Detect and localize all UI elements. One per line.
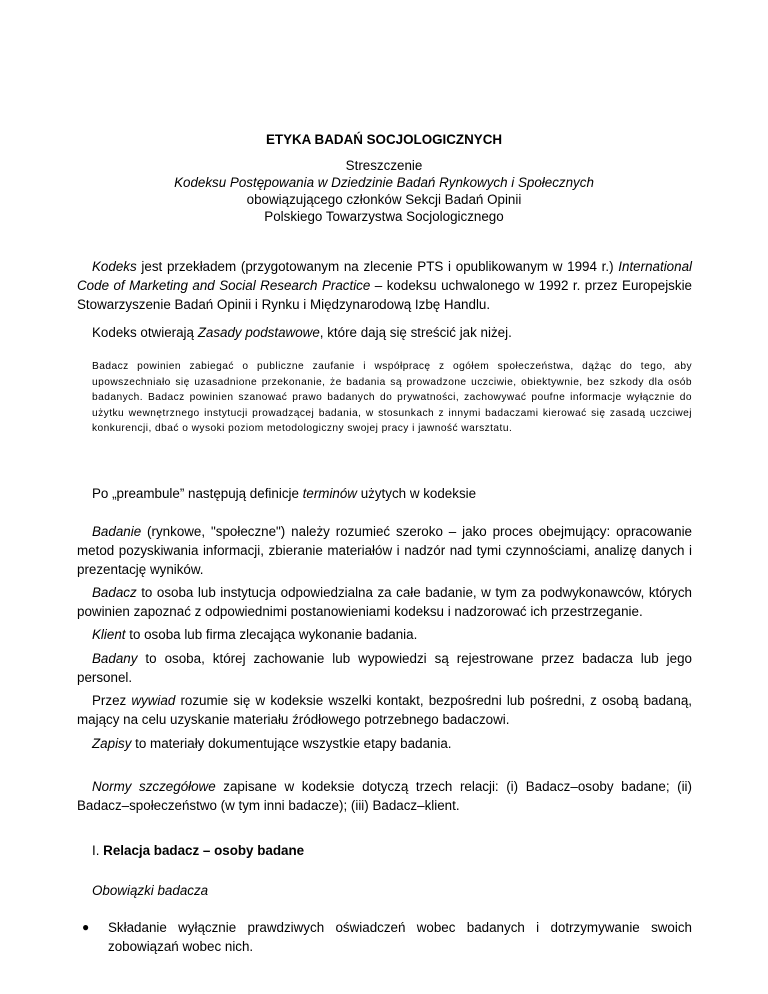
- definition-text: to osoba lub instytucja odpowiedzialna za całe badanie, w tym za podwykonawców, których powinien zapoznać z odpowiednimi postanowieniami kodeksu i nadzorować ich przestrzeganie.: [77, 585, 692, 619]
- definition-term: Badany: [92, 651, 138, 666]
- definition-term: wywiad: [131, 693, 176, 708]
- definition-zapisy: [77, 734, 692, 753]
- principles-summary: Badacz powinien zabiegać o publiczne zaufanie i współpracę z ogółem społeczeństwa, dążąc do tego, aby upowszechniało się uzasadnione przekonanie, że badania są prowadzone uczciwie, obiektywnie, bez szkody dla osób badanych. Badacz powinien szanować prawo badanych do prywatności, zachowywać poufne informacje wyłącznie do użytku wewnętrznego instytucji prowadzącej badania, w stosunkach z innymi badaczami kierować się zasadą uczciwej konkurencji, dbać o wysoki poziom metodologiczny swojej pracy i jawność warsztatu.: [92, 361, 692, 435]
- section-heading: [92, 841, 692, 860]
- definition-term: Badacz: [92, 585, 137, 600]
- preambula-italic: terminów: [302, 486, 357, 501]
- definition-badacz: [77, 583, 692, 621]
- normy-paragraph: [77, 777, 692, 815]
- definition-term: Zapisy: [92, 736, 132, 751]
- subtitle-line-2: Kodeksu Postępowania w Dziedzinie Badań Rynkowych i Społecznych: [174, 175, 594, 190]
- definition-text: to materiały dokumentujące wszystkie etapy badania.: [131, 736, 452, 751]
- zasady-paragraph: [92, 323, 692, 342]
- definition-text: rozumie się w kodeksie wszelki kontakt, bezpośredni lub pośredni, z osobą badaną, mający na celu uzyskanie materiału źródłowego potrzebnego badaczowi.: [77, 693, 692, 727]
- definition-text: to osoba lub firma zlecająca wykonanie badania.: [125, 627, 418, 642]
- preambula-pre: Po „preambule” następują definicje: [92, 486, 303, 501]
- intro-paragraph: [77, 257, 692, 314]
- preambula-paragraph: [92, 484, 692, 503]
- definition-badanie: [77, 522, 692, 579]
- section-title: Relacja badacz – osoby badane: [103, 843, 305, 858]
- subtitle-line-3: obowiązującego członków Sekcji Badań Opinii: [246, 192, 522, 207]
- definition-pre: Przez: [92, 693, 132, 708]
- document-title: ETYKA BADAŃ SOCJOLOGICZNYCH: [265, 132, 503, 147]
- definition-term: Klient: [92, 627, 126, 642]
- section-number: I.: [92, 843, 104, 858]
- definition-badany: [77, 649, 692, 687]
- subsection-heading: Obowiązki badacza: [92, 883, 209, 898]
- bullet-icon: ●: [82, 920, 90, 934]
- normy-text: zapisane w kodeksie dotyczą trzech relacji: (i) Badacz–osoby badane; (ii) Badacz–społeczeństwo (w tym inni badacze); (iii) Badacz–klient.: [77, 779, 692, 813]
- intro-kodeks: Kodeks: [92, 259, 137, 274]
- normy-italic: Normy szczegółowe: [92, 779, 216, 794]
- preambula-post: użytych w kodeksie: [356, 486, 477, 501]
- definition-klient: [77, 625, 692, 644]
- definition-term: Badanie: [92, 524, 142, 539]
- definition-text: to osoba, której zachowanie lub wypowiedzi są rejestrowane przez badacza lub jego personel.: [77, 651, 692, 685]
- zasady-post: , które dają się streścić jak niżej.: [319, 325, 512, 340]
- intro-international-code: International Code of Marketing and Social Research Practice: [77, 259, 692, 293]
- subtitle-line-1: Streszczenie: [345, 158, 423, 173]
- zasady-italic: Zasady podstawowe: [197, 325, 320, 340]
- zasady-pre: Kodeks otwierają: [92, 325, 198, 340]
- intro-text-2: – kodeksu uchwalonego w 1992 r. przez Europejskie Stowarzyszenie Badań Opinii i Rynku i Międzynarodową Izbę Handlu.: [77, 278, 692, 312]
- definition-wywiad: [77, 691, 692, 729]
- list-item: Składanie wyłącznie prawdziwych oświadczeń wobec badanych i dotrzymywanie swoich zobowiązań wobec nich.: [108, 920, 692, 954]
- definition-text: (rynkowe, "społeczne") należy rozumieć szeroko – jako proces obejmujący: opracowanie metod pozyskiwania informacji, zbieranie materiałów i nadzór nad tymi czynnościami, analizę danych i prezentację wyników.: [77, 524, 692, 577]
- intro-text-1: jest przekładem (przygotowanym na zlecenie PTS i opublikowanym w 1994 r.): [136, 259, 619, 274]
- subtitle-line-4: Polskiego Towarzystwa Socjologicznego: [264, 209, 504, 224]
